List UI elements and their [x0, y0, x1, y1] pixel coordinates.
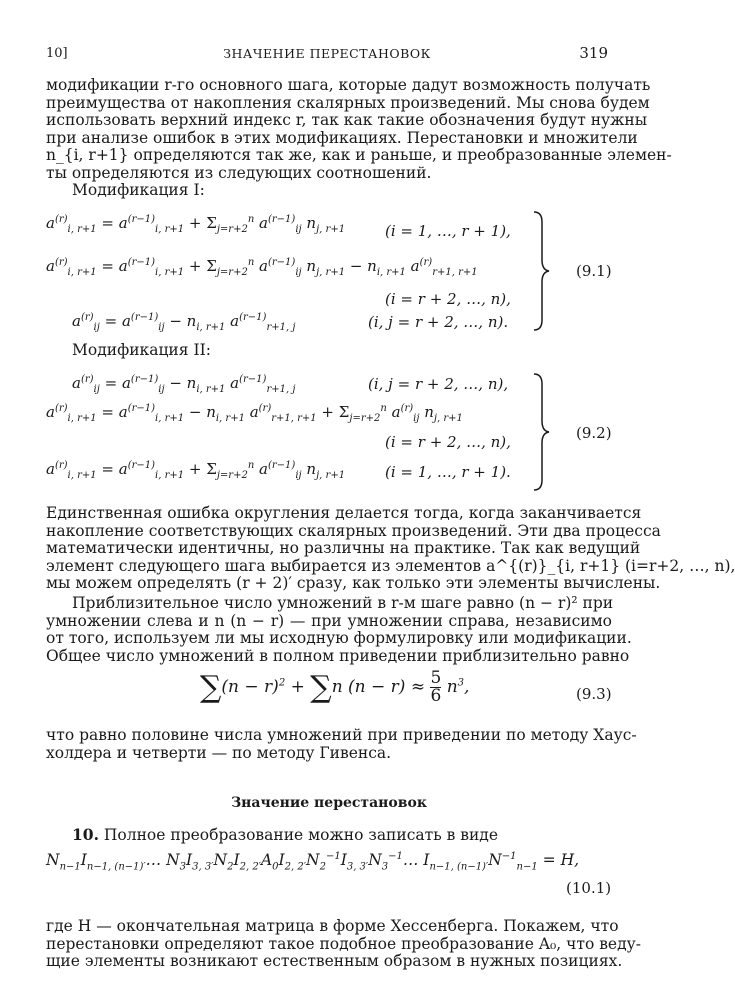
paragraph-10-intro	[72, 825, 498, 844]
text-line: от того, используем ли мы исходную формулировку или модификации.	[46, 629, 632, 648]
running-header	[46, 44, 608, 66]
equation-number: (9.1)	[576, 262, 612, 280]
equation-condition: (i = r + 2, …, n),	[385, 433, 511, 451]
equation-number: (10.1)	[566, 879, 612, 897]
equation-condition: (i = 1, …, r + 1),	[385, 222, 511, 240]
text-line: мы можем определять (r + 2)′ сразу, как только эти элементы вычислены.	[46, 574, 661, 593]
paragraph-text: Полное преобразование можно записать в виде	[103, 826, 499, 844]
rounding-paragraph	[46, 504, 735, 593]
equation-line: $a^{(r)}_{i, r+1} = a^{(r-1)}_{i, r+1} + \Sigma_{j=r+2}^n$ $a^{(r-1)}_{ij}$ $n_{j, r+1}$	[46, 460, 346, 481]
modification-2-label: Модификация II:	[72, 341, 211, 359]
text-line: ты определяются из следующих соотношений.	[46, 163, 432, 182]
right-brace-icon	[531, 372, 551, 492]
paragraph-number: 10.	[72, 825, 99, 844]
modification-1-label: Модификация I:	[72, 181, 205, 199]
text-line: преимущества от накопления скалярных произведений. Мы снова будем	[46, 93, 650, 112]
equation-line: $a^{(r)}_{i, r+1} = a^{(r-1)}_{i, r+1} + \Sigma_{j=r+2}^n$ $a^{(r-1)}_{ij}$ $n_{j, r+1} - n_{i, r+1}$ $a^{(r)}_{r+1, r+1}$	[46, 257, 478, 278]
equation-line: $a^{(r)}_{ij} = a^{(r-1)}_{ij} - n_{i, r+1}$ $a^{(r-1)}_{r+1, j}$	[72, 312, 296, 333]
text-line: Общее число умножений в полном приведении приблизительно равно	[46, 646, 630, 665]
text-line: модификации r-го основного шага, которые дадут возможность получать	[46, 76, 651, 94]
equation-line: $\sum(n - r)^2 + \sum n$ (n − r) ≈ 5 6 $n^3$,	[200, 668, 470, 706]
text-line: Приблизительное число умножений в r-м шаге равно (n − r)² при	[72, 594, 614, 612]
equation-condition: (i, j = r + 2, …, n).	[368, 313, 509, 331]
equation-line: $N_{n-1}I_{n-1, (n-1)'}\dots$ $N_3I_{3, 3'}N_2I_{2, 2'}A_0I_{2, 2'}N_2^{-1}I_{3, 3'}N_3^{-1}\dots$ $I_{n-1, (n-1)'}N^{-1}_{n-1} = H$,	[46, 851, 580, 873]
comparison-paragraph	[46, 726, 637, 762]
equation-line: $a^{(r)}_{i, r+1} = a^{(r-1)}_{i, r+1} + \Sigma_{j=r+2}^n$ $a^{(r-1)}_{ij}$ $n_{j, r+1}$	[46, 214, 346, 235]
intro-paragraph	[46, 76, 672, 183]
equation-number: (9.2)	[576, 424, 612, 442]
text-line: накопление соответствующих скалярных произведений. Эти два процесса	[46, 521, 661, 540]
equation-line: $a^{(r)}_{ij} = a^{(r-1)}_{ij} - n_{i, r+1}$ $a^{(r-1)}_{r+1, j}$	[72, 374, 296, 395]
text-line: n_{i, r+1} определяются так же, как и раньше, и преобразованные элемен-	[46, 146, 672, 165]
section-number: 10]	[46, 46, 68, 61]
section-title: Значение перестановок	[231, 795, 427, 811]
equation-condition: (i = 1, …, r + 1).	[385, 463, 511, 481]
text-line: перестановки определяют такое подобное преобразование A₀, что веду-	[46, 934, 642, 953]
text-line: умножении слева и n (n − r) — при умножении справа, независимо	[46, 611, 612, 630]
page-number: 319	[579, 44, 608, 62]
text-line: где H — окончательная матрица в форме Хессенберга. Покажем, что	[46, 917, 619, 935]
text-line: Единственная ошибка округления делается тогда, когда заканчивается	[46, 504, 642, 522]
equation-line: $a^{(r)}_{i, r+1} = a^{(r-1)}_{i, r+1} - n_{i, r+1}$ $a^{(r)}_{r+1, r+1} + \Sigma_{j=r+2}^n$ $a^{(r)}_{ij}$ $n_{j, r+1}$	[46, 403, 463, 424]
right-brace-icon	[531, 210, 551, 332]
text-line: холдера и четверти — по методу Гивенса.	[46, 743, 392, 762]
text-line: элемент следующего шага выбирается из элементов a^{(r)}_{i, r+1} (i=r+2, …, n),	[46, 556, 735, 575]
text-line: использовать верхний индекс r, так как такие обозначения будут нужны	[46, 111, 648, 130]
text-line: математически идентичны, но различны на практике. Так как ведущий	[46, 539, 641, 558]
equation-condition: (i, j = r + 2, …, n),	[368, 375, 509, 393]
running-title: ЗНАЧЕНИЕ ПЕРЕСТАНОВОК	[223, 46, 431, 61]
text-line: при анализе ошибок в этих модификациях. Перестановки и множители	[46, 128, 638, 147]
text-line: что равно половине числа умножений при приведении по методу Хаус-	[46, 726, 637, 744]
final-paragraph	[46, 917, 642, 971]
equation-number: (9.3)	[576, 685, 612, 703]
equation-condition: (i = r + 2, …, n),	[385, 290, 511, 308]
count-paragraph	[46, 594, 632, 665]
text-line: щие элементы возникают естественным образом в нужных позициях.	[46, 952, 623, 971]
